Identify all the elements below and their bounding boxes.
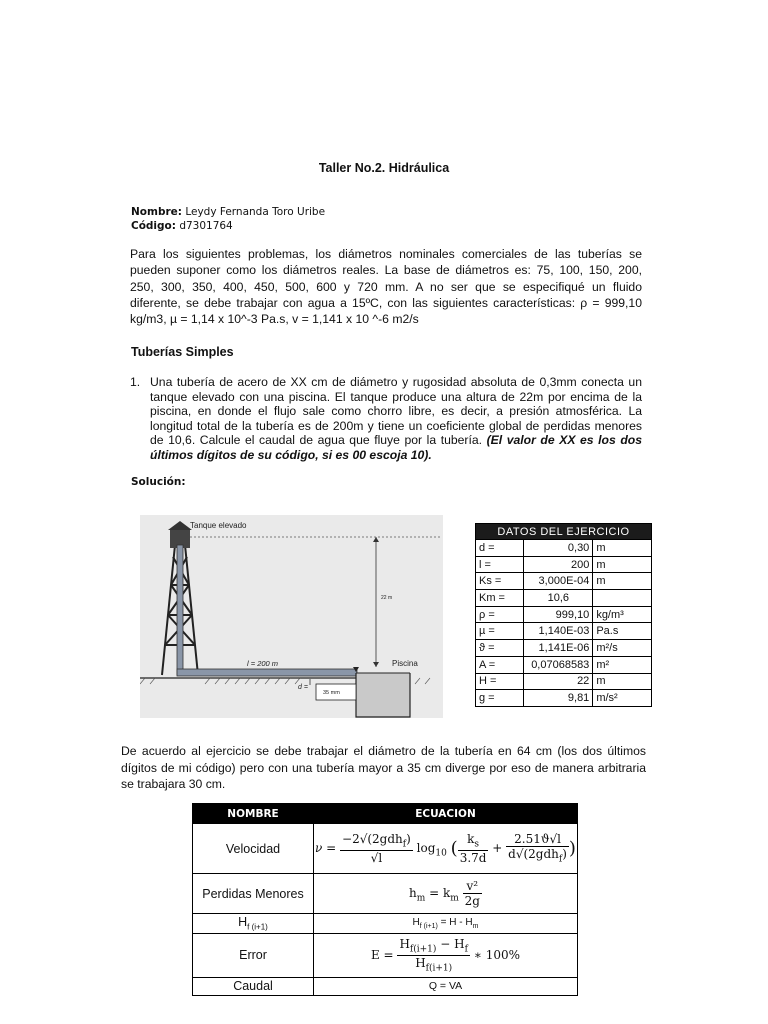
name-line: [131, 206, 325, 218]
data-unit: m: [593, 540, 652, 557]
intro-line: kg/m3, µ = 1,14 x 10^-3 Pa.s, v = 1,141 x 10 ^-6 m2/s: [130, 312, 419, 327]
problem-text-block: [150, 375, 642, 463]
intro-line: pueden suponer como los diámetros reales. La base de diámetros es: 75, 100, 150, 200,: [130, 263, 642, 278]
formula-table: [192, 803, 578, 996]
diameter-note-paragraph: De acuerdo al ejercicio se debe trabajar el diámetro de la tubería en 64 cm (los dos últimos dígitos de mi código) pero con una tubería mayor a 35 cm diverge por eso de manera arbitraria se trabajara 30 cm.: [121, 744, 646, 791]
velocity-formula-render: ν = $\frac{-2√(2gdh_f)}{√l}$ $\log_{10}$ ( $\frac{k_s}{3.7d}$ + $\frac{2.51ϑ√l}{d√(2gdh_f)}$ ): [315, 832, 576, 865]
data-unit: m/s²: [593, 690, 652, 707]
error-formula-render: E = $\frac{H_{f(i+1)} - H_f}{H_{f(i+1)}}$ ∗ 100%: [370, 937, 520, 973]
code-value: d7301764: [179, 220, 233, 232]
document-title: Taller No.2. Hidráulica: [318, 161, 450, 175]
table-row: [193, 914, 578, 934]
data-unit: m²/s: [593, 640, 652, 657]
formula-name: $H_{f (i+1)}$: [193, 914, 314, 934]
data-value: 10,6: [524, 590, 593, 607]
minor-losses-formula-render: $h_m = k_m$ $\frac{\text{v²}}{2g}$: [409, 879, 480, 908]
data-value: 200: [524, 556, 593, 573]
data-value: 0,30: [524, 540, 593, 557]
table-row: [476, 673, 652, 690]
section-heading: Tuberías Simples: [131, 345, 234, 359]
table-row: [476, 540, 652, 557]
intro-line: diferente, se debe trabajar con agua a 15ºC, con las siguientes características: ρ = 999,10: [130, 295, 642, 310]
data-symbol: Ks =: [476, 573, 524, 590]
table-row: [476, 573, 652, 590]
vertical-pipe: [177, 545, 183, 675]
table-row: [476, 690, 652, 707]
data-unit: m: [593, 573, 652, 590]
formula-equation: $H_{f (i+1)} = H - H_m$: [314, 914, 578, 934]
formula-name: Caudal: [193, 977, 314, 995]
length-label: l = 200 m: [247, 659, 279, 668]
formula-name: Perdidas Menores: [193, 874, 314, 914]
data-value: 999,10: [524, 606, 593, 623]
formula-equation: [314, 874, 578, 914]
data-symbol: µ =: [476, 623, 524, 640]
tank-label: Tanque elevado: [190, 521, 247, 530]
table-row: [476, 656, 652, 673]
formula-equation: [314, 933, 578, 977]
exercise-data-table: [475, 523, 652, 707]
formula-equation: Q = VA: [314, 977, 578, 995]
header-name: NOMBRE: [193, 804, 314, 824]
table-row: [193, 933, 578, 977]
header-equation: ECUACION: [314, 804, 578, 824]
data-unit: kg/m³: [593, 606, 652, 623]
data-value: 1,140E-03: [524, 623, 593, 640]
data-symbol: d =: [476, 540, 524, 557]
problem-number: 1.: [130, 375, 141, 389]
horizontal-pipe: [177, 669, 357, 676]
table-row: [476, 590, 652, 607]
data-unit: Pa.s: [593, 623, 652, 640]
problem-1: [130, 375, 642, 463]
pool: [356, 673, 410, 717]
data-value: 22: [524, 673, 593, 690]
data-unit: [593, 590, 652, 607]
formula-name: Velocidad: [193, 824, 314, 874]
problem-emphasis: (El valor de XX es los dos últimos dígitos de su código, si es 00 escoja 10).: [150, 433, 642, 462]
data-symbol: g =: [476, 690, 524, 707]
data-value: 9,81: [524, 690, 593, 707]
intro-paragraph: [130, 246, 642, 327]
data-symbol: H =: [476, 673, 524, 690]
code-label: Código:: [131, 220, 176, 232]
data-table-header: DATOS DEL EJERCICIO: [476, 524, 652, 540]
data-symbol: ρ =: [476, 606, 524, 623]
table-row: [476, 640, 652, 657]
formula-name: Error: [193, 933, 314, 977]
data-symbol: A =: [476, 656, 524, 673]
data-symbol: Km =: [476, 590, 524, 607]
table-row: [476, 556, 652, 573]
code-line: [131, 220, 233, 232]
problem-text: Una tubería de acero de XX cm de diámetro y rugosidad absoluta de 0,3mm conecta un tanque elevado con una piscina. El tanque produce una altura de 22m por encima de la piscina, en donde el flujo sale como chorro libre, es decir, a presión atmosférica. La longitud total de la tubería es de 200m y tiene un coeficiente global de perdidas menores de 10,6. Calcule el caudal de agua que fluye por la tubería.: [150, 375, 642, 448]
tank-pool-diagram: [140, 515, 443, 718]
data-unit: m²: [593, 656, 652, 673]
formula-equation: [314, 824, 578, 874]
intro-line: Para los siguientes problemas, los diámetros nominales comerciales de las tuberías se: [130, 247, 642, 261]
height-label: 22 m: [381, 595, 393, 601]
intro-line: 250, 300, 350, 400, 450, 500, 600 y 720 mm. A no ser que se especifiqué un fluido: [130, 279, 642, 294]
table-row: [476, 606, 652, 623]
data-symbol: ϑ =: [476, 640, 524, 657]
table-row: [193, 824, 578, 874]
data-value: 0,07068583: [524, 656, 593, 673]
table-row: [193, 977, 578, 995]
name-value: Leydy Fernanda Toro Uribe: [185, 206, 326, 218]
data-unit: m: [593, 556, 652, 573]
diameter-label: d =: [298, 684, 308, 691]
table-row: [193, 874, 578, 914]
pool-label: Piscina: [392, 659, 418, 668]
data-value: 1,141E-06: [524, 640, 593, 657]
data-symbol: l =: [476, 556, 524, 573]
table-row: [476, 623, 652, 640]
data-value: 3,000E-04: [524, 573, 593, 590]
name-label: Nombre:: [131, 206, 182, 218]
diameter-value: 35 mm: [323, 690, 340, 696]
data-unit: m: [593, 673, 652, 690]
solution-label: Solución:: [131, 476, 186, 488]
